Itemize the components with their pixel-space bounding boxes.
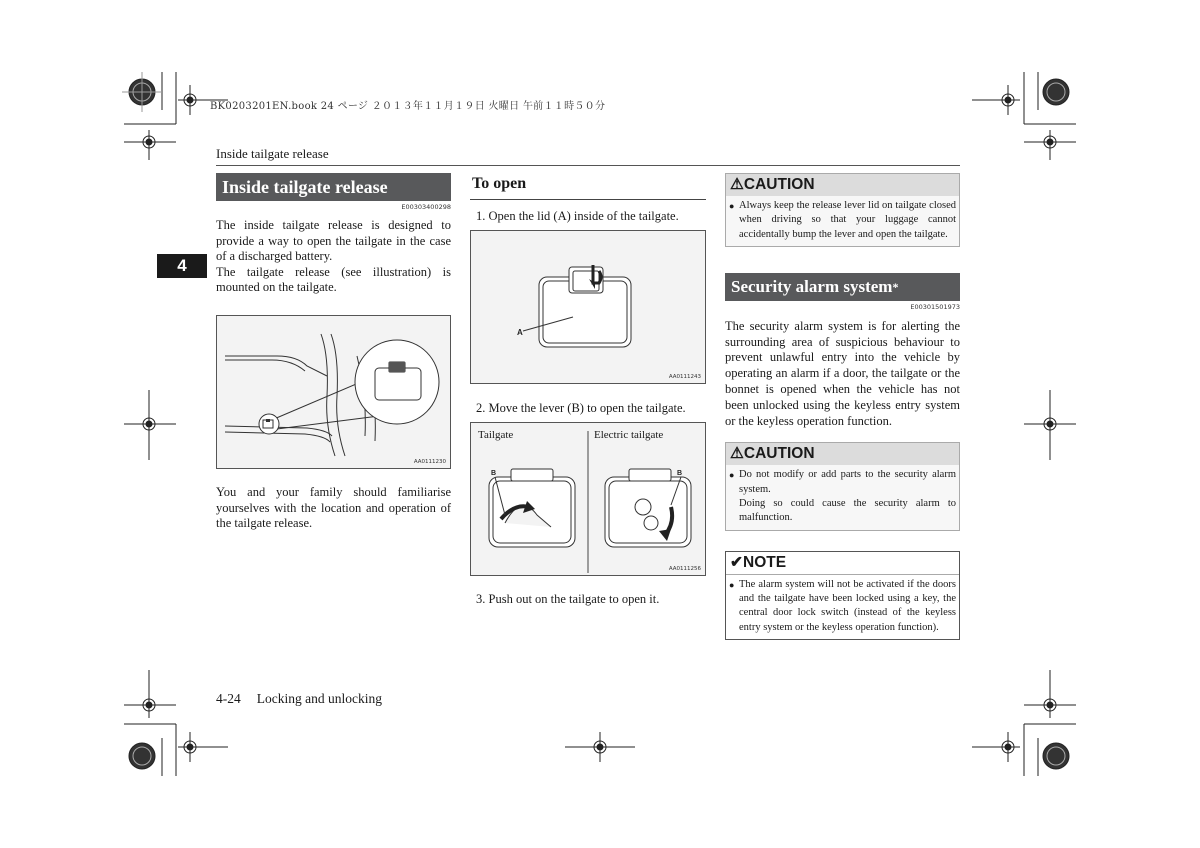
paragraph: The inside tailgate release is designed to provide a way to open the tailgate in the case of a discharged battery. (216, 218, 451, 264)
lever-drawing (471, 423, 705, 575)
step-2: 2. Move the lever (B) to open the tailgate. (476, 401, 686, 415)
optional-mark: * (892, 279, 899, 294)
tailgate-release-illustration (216, 315, 451, 469)
caution-text: Do not modify or add parts to the security alarm system. (739, 469, 956, 495)
running-head: Inside tailgate release (216, 146, 329, 161)
subsection-heading: To open (470, 171, 706, 200)
caution-box (725, 173, 960, 247)
section-heading: Inside tailgate release (216, 173, 451, 201)
column-2 (470, 171, 706, 607)
page-number: 4-24 (216, 691, 241, 706)
warning-triangle-icon: ⚠ (730, 176, 744, 193)
step-3: 3. Push out on the tailgate to open it. (476, 592, 660, 606)
figure-code: AA0111243 (668, 374, 701, 380)
chapter-tab: 4 (157, 254, 207, 278)
footer-section: Locking and unlocking (256, 691, 382, 706)
lever-illustration (470, 422, 706, 576)
section-code: E00301501973 (910, 302, 960, 311)
tailgate-interior-drawing (217, 316, 450, 468)
paragraph: The security alarm system is for alerting the surrounding area of suspicious behaviour to prevent unlawful entry into the vehicle by operating an alarm if a door, the tailgate or the bonnet is opened when the vehicle has not been unlocked using the keyless entry system or the keyless operation function. (725, 318, 960, 428)
fig-label-tailgate: Tailgate (478, 429, 514, 441)
paragraph: You and your family should familiarise yourselves with the location and operation of the tailgate release. (216, 484, 451, 531)
page-footer (216, 691, 398, 707)
lid-drawing (471, 231, 705, 383)
figure-code: AA0111256 (668, 566, 701, 572)
note-text: The alarm system will not be activated if the doors and the tailgate have been locked using a key, the central door lock switch (instead of the keyless entry system or the keyless operation function). (739, 578, 956, 633)
bullet-icon: ● (729, 579, 735, 590)
warning-triangle-icon: ⚠ (730, 445, 744, 463)
section-heading: Security alarm system* (725, 273, 960, 301)
caution-title: CAUTION (743, 445, 815, 463)
label-b-left: B (491, 470, 497, 477)
bullet-icon: ● (729, 201, 735, 211)
label-b-right: B (677, 470, 683, 477)
bullet-icon: ● (729, 470, 735, 481)
caution-title: CAUTION (743, 176, 815, 193)
note-box (725, 551, 960, 640)
figure-code: AA0111230 (413, 458, 446, 465)
caution-text: Doing so could cause the security alarm to malfunction. (739, 498, 956, 524)
step-1: 1. Open the lid (A) inside of the tailgate. (476, 209, 679, 223)
paragraph: The tailgate release (see illustration) is mounted on the tailgate. (216, 264, 451, 295)
column-1 (216, 173, 451, 532)
note-icon: ✔ (730, 553, 743, 571)
caution-text: Always keep the release lever lid on tailgate closed when driving so that your luggage cannot accidentally bump the lever and open the tailgate. (739, 200, 956, 240)
label-a: A (517, 328, 523, 337)
section-code: E00303400298 (401, 203, 451, 211)
column-3 (725, 173, 960, 640)
print-info: BK0203201EN.book 24 ページ ２０１３年１１月１９日 火曜日 午前１１時５０分 (210, 101, 606, 112)
open-lid-illustration (470, 230, 706, 384)
caution-box (725, 442, 960, 530)
fig-label-electric-tailgate: Electric tailgate (594, 429, 664, 441)
header-rule (216, 165, 960, 166)
note-title: NOTE (743, 553, 787, 571)
